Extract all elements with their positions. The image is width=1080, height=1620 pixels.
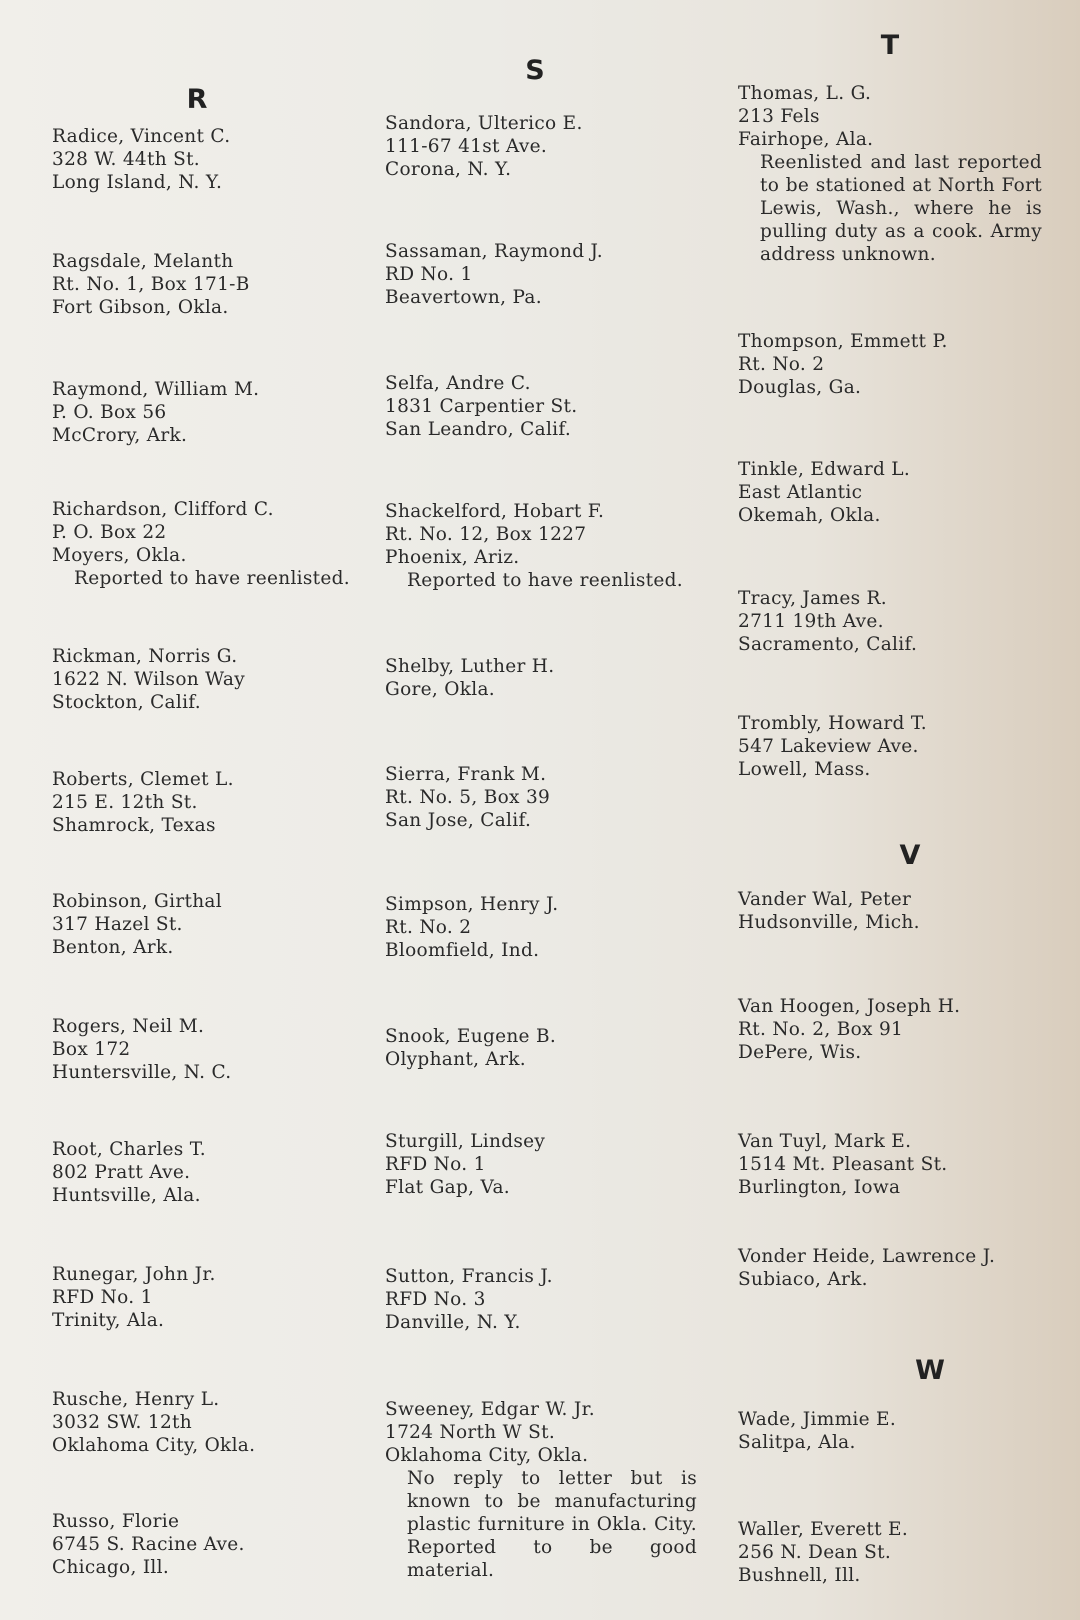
entry-name: Thomas, L. G. xyxy=(738,83,872,104)
list-item xyxy=(52,125,372,194)
entry-name: Root, Charles T. xyxy=(52,1139,206,1160)
list-item xyxy=(738,712,1058,781)
list-item xyxy=(52,1015,372,1084)
entry-note: Reported to have reenlisted. xyxy=(407,570,683,591)
entry-city: Chicago, Ill. xyxy=(52,1557,170,1578)
entry-address: 802 Pratt Ave. xyxy=(52,1162,191,1183)
entry-name: Rusche, Henry L. xyxy=(52,1389,220,1410)
entry-city: Salitpa, Ala. xyxy=(738,1432,856,1453)
entry-address: Box 172 xyxy=(52,1039,131,1060)
entry-city: Corona, N. Y. xyxy=(385,159,512,180)
entry-city: San Jose, Calif. xyxy=(385,810,532,831)
entry-name: Rickman, Norris G. xyxy=(52,646,238,667)
list-item xyxy=(385,1265,730,1334)
entry-note: Reenlisted and last reported to be stationed at North Fort Lewis, Wash., where he is pulling duty as a cook. Army address unknown. xyxy=(760,152,1042,265)
entry-city: Trinity, Ala. xyxy=(52,1310,165,1331)
entry-city: Fairhope, Ala. xyxy=(738,129,874,150)
entry-city: Olyphant, Ark. xyxy=(385,1049,526,1070)
list-item xyxy=(52,1138,372,1207)
entry-name: Robinson, Girthal xyxy=(52,891,222,912)
entry-address: P. O. Box 22 xyxy=(52,522,167,543)
entry-name: Sassaman, Raymond J. xyxy=(385,241,603,262)
list-item xyxy=(52,1510,372,1579)
entry-name: Sweeney, Edgar W. Jr. xyxy=(385,1399,595,1420)
entry-name: Van Tuyl, Mark E. xyxy=(738,1131,912,1152)
entry-address: East Atlantic xyxy=(738,482,863,503)
entry-address: 547 Lakeview Ave. xyxy=(738,736,919,757)
entry-name: Selfa, Andre C. xyxy=(385,373,531,394)
entry-note: Reported to have reenlisted. xyxy=(74,568,350,589)
entry-city: Danville, N. Y. xyxy=(385,1312,521,1333)
column-t xyxy=(738,0,1058,1620)
entry-note: No reply to letter but is known to be manufacturing plastic furniture in Okla. City. Reported to be good material. xyxy=(407,1468,697,1581)
list-item xyxy=(52,645,372,714)
entry-name: Vander Wal, Peter xyxy=(738,889,912,910)
entry-name: Tinkle, Edward L. xyxy=(738,459,911,480)
list-item xyxy=(385,1130,730,1199)
entry-name: Van Hoogen, Joseph H. xyxy=(738,996,961,1017)
entry-name: Vonder Heide, Lawrence J. xyxy=(738,1246,996,1267)
list-item xyxy=(385,112,730,181)
entry-name: Shackelford, Hobart F. xyxy=(385,501,605,522)
entry-city: Phoenix, Ariz. xyxy=(385,547,520,568)
section-letter: T xyxy=(880,30,900,61)
section-letter: R xyxy=(186,84,208,115)
entry-name: Sierra, Frank M. xyxy=(385,764,547,785)
list-item xyxy=(385,1025,730,1071)
list-item xyxy=(52,768,372,837)
entry-name: Russo, Florie xyxy=(52,1511,180,1532)
entry-name: Richardson, Clifford C. xyxy=(52,499,274,520)
entry-city: Lowell, Mass. xyxy=(738,759,871,780)
entry-address: Rt. No. 5, Box 39 xyxy=(385,787,551,808)
entry-city: Hudsonville, Mich. xyxy=(738,912,920,933)
entry-city: Oklahoma City, Okla. xyxy=(385,1445,589,1466)
entry-address: Rt. No. 2 xyxy=(385,917,472,938)
entry-city: Fort Gibson, Okla. xyxy=(52,297,229,318)
entry-address: 2711 19th Ave. xyxy=(738,611,884,632)
entry-name: Raymond, William M. xyxy=(52,379,260,400)
entry-name: Runegar, John Jr. xyxy=(52,1264,216,1285)
list-item xyxy=(738,1130,1058,1199)
entry-name: Tracy, James R. xyxy=(738,588,887,609)
section-letter: V xyxy=(899,840,921,871)
list-item xyxy=(738,1245,1058,1291)
entry-address: 317 Hazel St. xyxy=(52,914,183,935)
list-item xyxy=(738,995,1058,1064)
list-item xyxy=(385,763,730,832)
entry-address: Rt. No. 12, Box 1227 xyxy=(385,524,587,545)
section-letter: W xyxy=(915,1355,945,1386)
list-item xyxy=(52,890,372,959)
entry-name: Radice, Vincent C. xyxy=(52,126,231,147)
list-item xyxy=(738,82,1058,266)
entry-address: RD No. 1 xyxy=(385,264,473,285)
list-item xyxy=(385,240,730,309)
list-item xyxy=(385,655,730,701)
entry-city: Douglas, Ga. xyxy=(738,377,862,398)
list-item xyxy=(52,1263,372,1332)
column-s xyxy=(385,0,730,1620)
entry-city: Okemah, Okla. xyxy=(738,505,881,526)
entry-name: Rogers, Neil M. xyxy=(52,1016,205,1037)
column-r xyxy=(52,0,372,1620)
entry-city: Shamrock, Texas xyxy=(52,815,216,836)
entry-city: Stockton, Calif. xyxy=(52,692,201,713)
list-item xyxy=(385,1398,730,1582)
entry-address: 213 Fels xyxy=(738,106,820,127)
entry-name: Ragsdale, Melanth xyxy=(52,251,234,272)
entry-city: McCrory, Ark. xyxy=(52,425,188,446)
entry-address: 1622 N. Wilson Way xyxy=(52,669,245,690)
list-item xyxy=(738,1408,1058,1454)
entry-name: Simpson, Henry J. xyxy=(385,894,559,915)
entry-city: Moyers, Okla. xyxy=(52,545,187,566)
entry-name: Shelby, Luther H. xyxy=(385,656,555,677)
entry-address: 111-67 41st Ave. xyxy=(385,136,548,157)
list-item xyxy=(385,372,730,441)
entry-name: Waller, Everett E. xyxy=(738,1519,909,1540)
list-item xyxy=(738,1518,1058,1587)
entry-city: Sacramento, Calif. xyxy=(738,634,918,655)
entry-city: Bloomfield, Ind. xyxy=(385,940,540,961)
entry-address: 3032 SW. 12th xyxy=(52,1412,192,1433)
entry-name: Snook, Eugene B. xyxy=(385,1026,557,1047)
list-item xyxy=(738,587,1058,656)
entry-city: Bushnell, Ill. xyxy=(738,1565,861,1586)
entry-city: Long Island, N. Y. xyxy=(52,172,223,193)
entry-address: 256 N. Dean St. xyxy=(738,1542,892,1563)
entry-city: Subiaco, Ark. xyxy=(738,1269,868,1290)
entry-city: Beavertown, Pa. xyxy=(385,287,542,308)
entry-name: Roberts, Clemet L. xyxy=(52,769,234,790)
entry-address: 1724 North W St. xyxy=(385,1422,556,1443)
entry-name: Trombly, Howard T. xyxy=(738,713,927,734)
entry-name: Sutton, Francis J. xyxy=(385,1266,553,1287)
section-letter: S xyxy=(525,55,545,86)
entry-address: 215 E. 12th St. xyxy=(52,792,198,813)
entry-address: RFD No. 3 xyxy=(385,1289,486,1310)
entry-address: 328 W. 44th St. xyxy=(52,149,200,170)
entry-name: Sturgill, Lindsey xyxy=(385,1131,546,1152)
entry-address: RFD No. 1 xyxy=(385,1154,486,1175)
entry-address: P. O. Box 56 xyxy=(52,402,167,423)
entry-address: Rt. No. 2 xyxy=(738,354,825,375)
entry-name: Sandora, Ulterico E. xyxy=(385,113,583,134)
entry-city: San Leandro, Calif. xyxy=(385,419,572,440)
entry-city: Burlington, Iowa xyxy=(738,1177,901,1198)
list-item xyxy=(52,498,372,590)
list-item xyxy=(738,888,1058,934)
list-item xyxy=(738,330,1058,399)
entry-address: Rt. No. 1, Box 171-B xyxy=(52,274,250,295)
entry-city: Oklahoma City, Okla. xyxy=(52,1435,256,1456)
entry-city: Flat Gap, Va. xyxy=(385,1177,510,1198)
entry-name: Thompson, Emmett P. xyxy=(738,331,948,352)
entry-city: Huntsville, Ala. xyxy=(52,1185,201,1206)
list-item xyxy=(52,1388,372,1457)
list-item xyxy=(385,893,730,962)
list-item xyxy=(52,250,372,319)
entry-address: Rt. No. 2, Box 91 xyxy=(738,1019,904,1040)
entry-address: 1831 Carpentier St. xyxy=(385,396,578,417)
entry-city: Huntersville, N. C. xyxy=(52,1062,232,1083)
entry-address: RFD No. 1 xyxy=(52,1287,153,1308)
entry-city: DePere, Wis. xyxy=(738,1042,862,1063)
list-item xyxy=(738,458,1058,527)
entry-address: 1514 Mt. Pleasant St. xyxy=(738,1154,948,1175)
list-item xyxy=(52,378,372,447)
entry-city: Gore, Okla. xyxy=(385,679,495,700)
list-item xyxy=(385,500,730,592)
entry-address: 6745 S. Racine Ave. xyxy=(52,1534,245,1555)
entry-city: Benton, Ark. xyxy=(52,937,174,958)
entry-name: Wade, Jimmie E. xyxy=(738,1409,897,1430)
